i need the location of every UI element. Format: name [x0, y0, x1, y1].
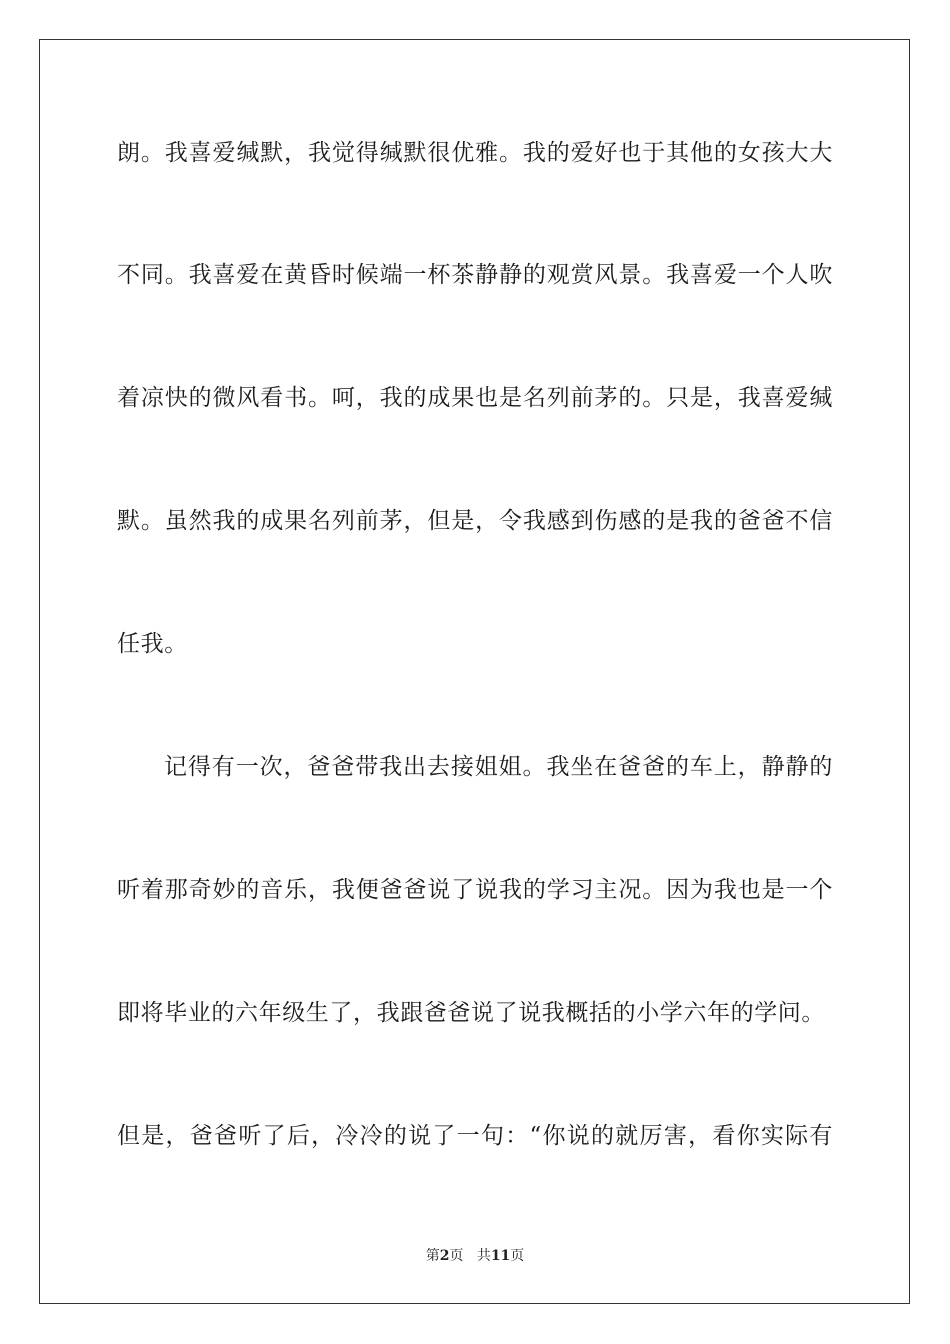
page-prefix: 第: [425, 1248, 440, 1264]
text-line: 默。虽然我的成果名列前茅，但是，令我感到伤感的是我的爸爸不信: [117, 508, 833, 534]
total-pages: 11: [490, 1248, 511, 1264]
text-line: 听着那奇妙的音乐，我便爸爸说了说我的学习主况。因为我也是一个: [117, 877, 833, 903]
page-suffix: 页: [449, 1248, 464, 1264]
text-line: 任我。: [117, 631, 188, 657]
page-border: [39, 39, 910, 1304]
total-suffix: 页: [510, 1248, 525, 1264]
text-line: 即将毕业的六年级生了，我跟爸爸说了说我概括的小学六年的学问。: [117, 1000, 825, 1026]
text-line: 但是，爸爸听了后，冷冷的说了一句：“你说的就厉害，看你实际有: [117, 1123, 833, 1149]
text-line: 不同。我喜爱在黄昏时候端一杯茶静静的观赏风景。我喜爱一个人吹: [117, 262, 833, 288]
page-number: 2: [439, 1248, 450, 1264]
page-footer: [0, 1247, 950, 1265]
paragraph-first-line: 记得有一次，爸爸带我出去接姐姐。我坐在爸爸的车上，静静的: [164, 754, 833, 780]
text-line: 朗。我喜爱缄默，我觉得缄默很优雅。我的爱好也于其他的女孩大大: [117, 140, 833, 166]
total-prefix: 共: [476, 1248, 491, 1264]
text-line: 着凉快的微风看书。呵，我的成果也是名列前茅的。只是，我喜爱缄: [117, 385, 833, 411]
